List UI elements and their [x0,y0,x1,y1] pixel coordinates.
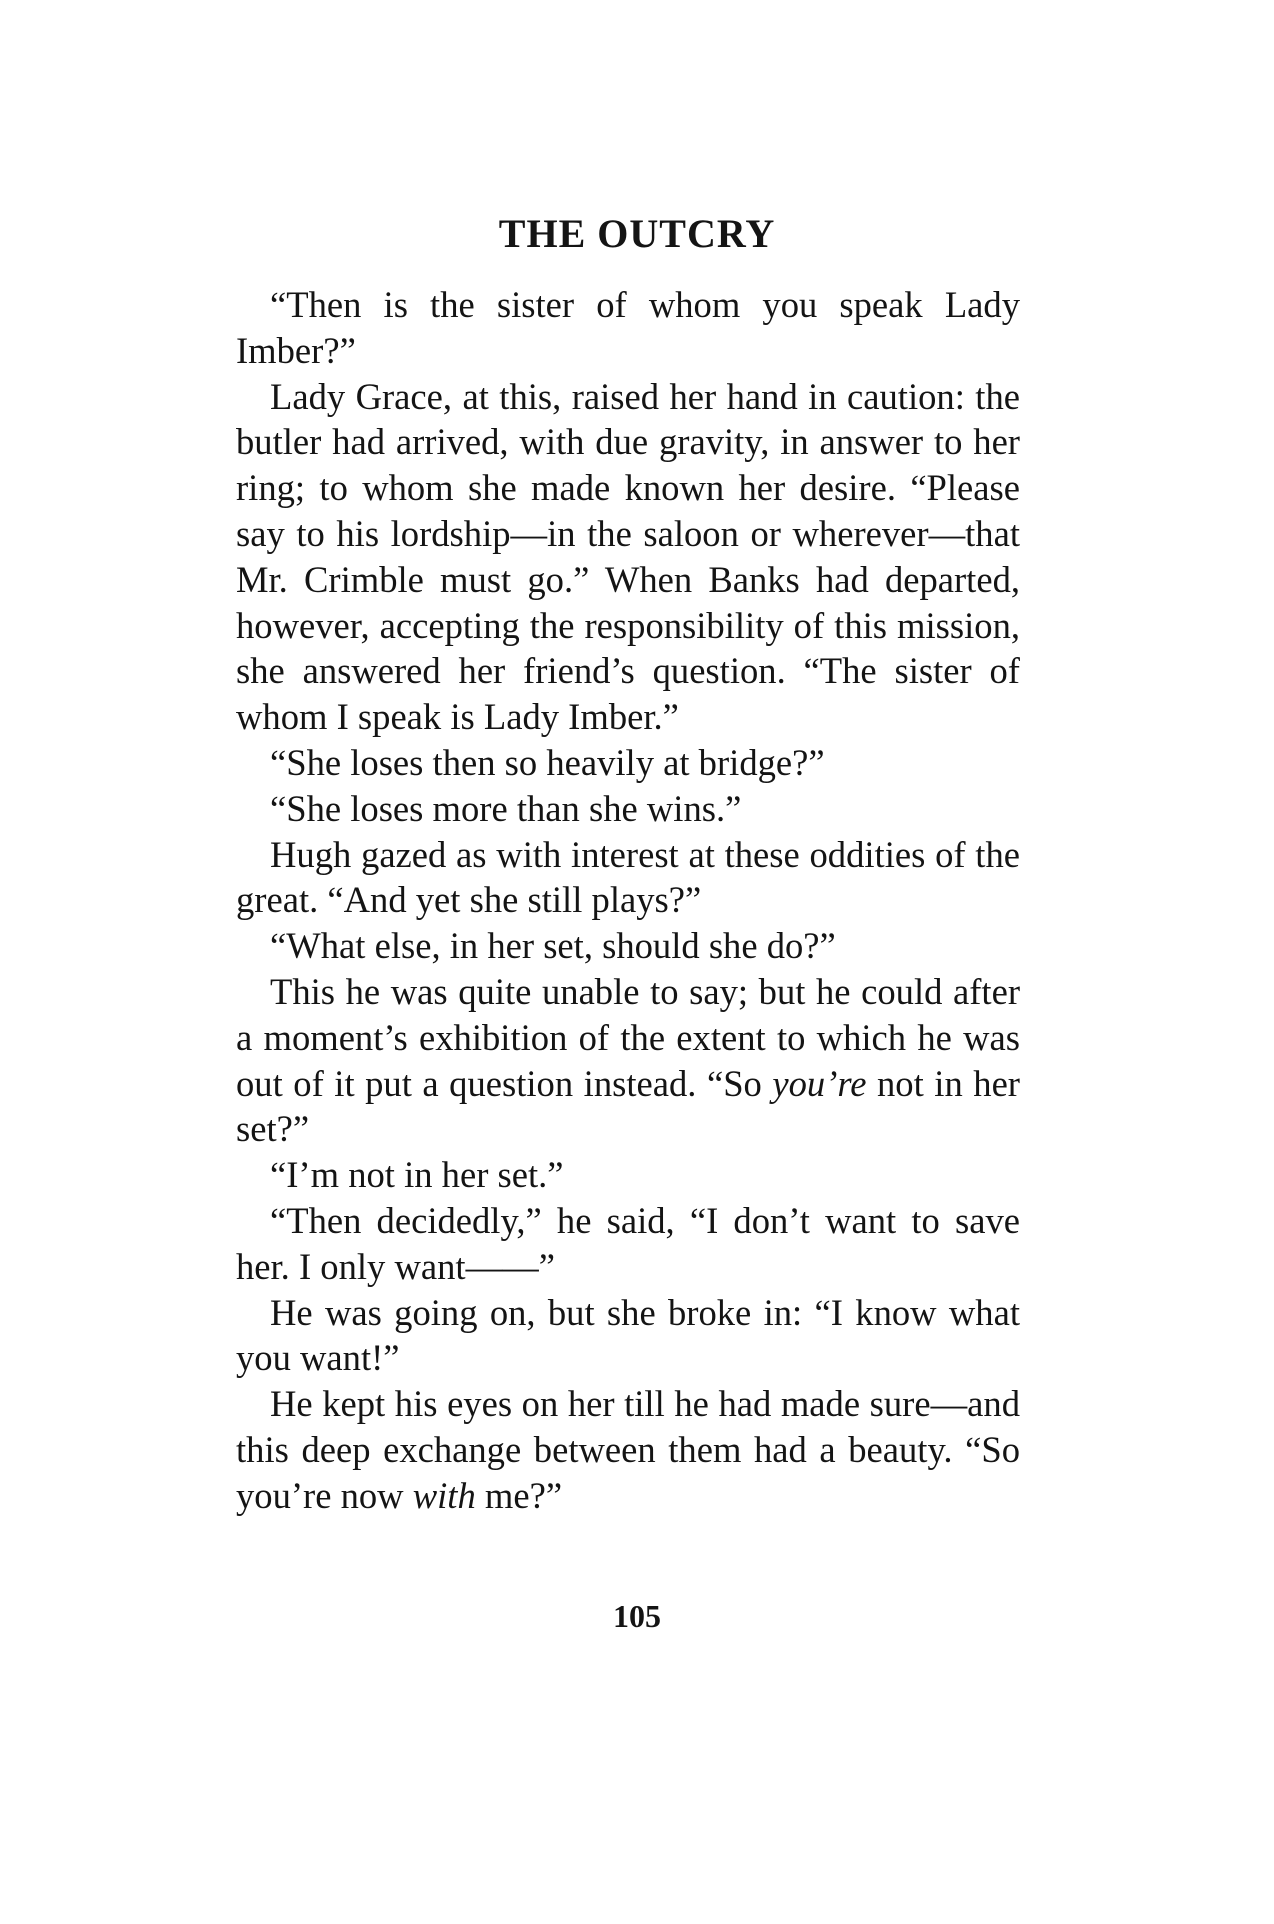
paragraph [236,969,1020,1152]
text-run: not in her set?” [236,1062,1020,1150]
text-run: “She loses more than she wins.” [270,787,742,829]
paragraph [236,282,1020,374]
page-number: 105 [613,1598,661,1634]
paragraph [236,923,1020,969]
paragraph [236,1152,1020,1198]
text-run: “What else, in her set, should she do?” [270,925,836,967]
text-run: This he was quite unable to say; but he could after a moment’s exhibition of the extent to which he was out of it put a question instead. “So [236,970,1020,1104]
text-run: He was going on, but she broke in: “I know what you want!” [236,1291,1020,1379]
text-run: “Then decidedly,” he said, “I don’t want to save her. I only want——” [236,1199,1020,1287]
paragraph [236,1198,1020,1290]
paragraph [236,832,1020,924]
paragraph [236,374,1020,740]
italic-text: you’re [772,1062,867,1104]
text-run: Lady Grace, at this, raised her hand in caution: the butler had arrived, with due gravity, in answer to her ring; to whom she made known her desire. “Please say to his lordship—in the saloon or wherever—that Mr. Crimble must go.” When Banks had departed, however, accepting the responsibility of this mission, she answered her friend’s question. “The sister of whom I speak is Lady Imber.” [236,375,1020,738]
paragraph [236,740,1020,786]
paragraph [236,1290,1020,1382]
paragraph [236,786,1020,832]
text-run: Hugh gazed as with interest at these oddities of the great. “And yet she still plays?” [236,833,1020,921]
text-run: “Then is the sister of whom you speak Lady Imber?” [236,284,1020,371]
paragraph [236,1381,1020,1518]
running-title: THE OUTCRY [498,211,776,256]
text-run: “She loses then so heavily at bridge?” [270,741,825,783]
italic-text: with [412,1474,476,1516]
text-run: He kept his eyes on her till he had made sure—and this deep exchange between them had a beauty. “So you’re now [236,1383,1020,1516]
text-run: me?” [475,1474,563,1516]
body-text [236,282,1020,1519]
text-run: “I’m not in her set.” [270,1154,564,1196]
